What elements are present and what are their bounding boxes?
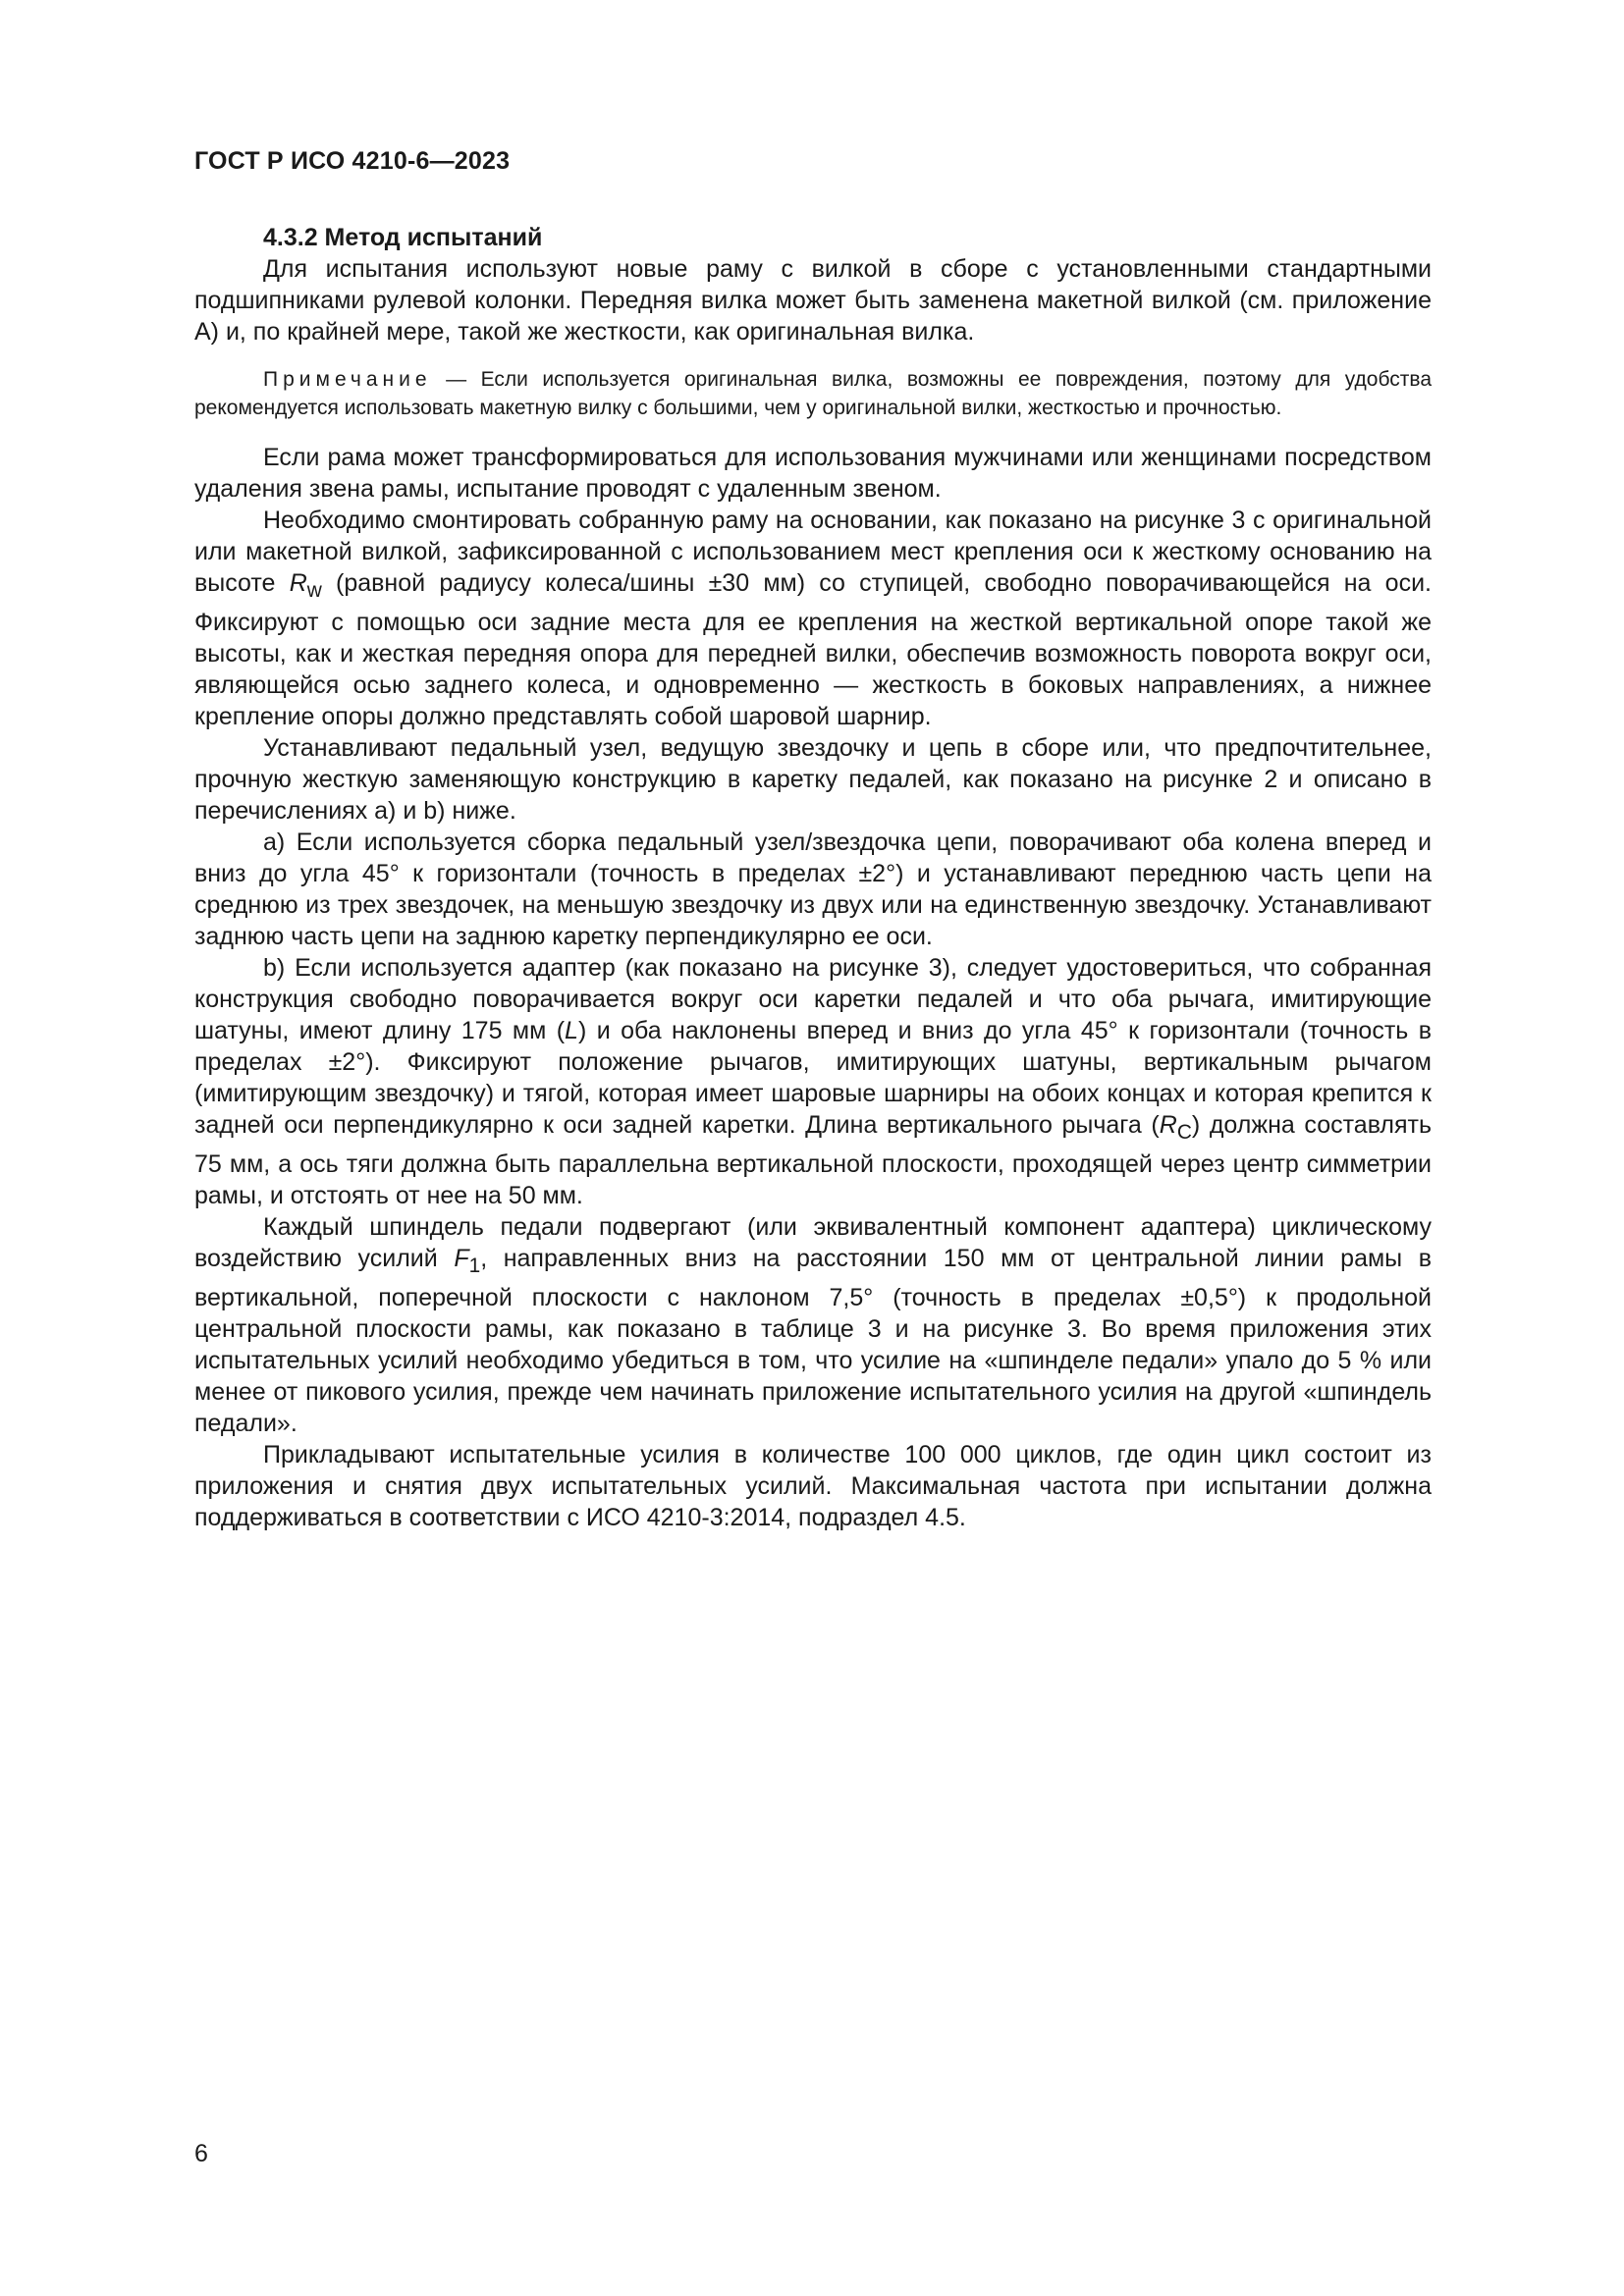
paragraph-1: Для испытания используют новые раму с вилкой в сборе с установленными стандартными подшипниками рулевой колонки. Передняя вилка может быть заменена макетной вилкой (см. приложение А) и, по крайней мере, такой же жесткости, как оригинальная вилка. [194,255,1432,346]
paragraph-6-text-a: b) Если используется адаптер (как показано на рисунке 3), следует удостовериться, что собранная конструкция свободно поворачивается вокруг оси каретки педалей и что оба рычага, имитирующие шатуны, имеют длину 175 мм ( [194,954,1432,1044]
symbol-r: R [289,569,307,597]
page-content [194,222,1432,1533]
paragraph-3-text-a: Необходимо смонтировать собранную раму на основании, как показано на рисунке 3 с оригинальной или макетной вилкой, зафиксированной с использованием мест крепления оси к жесткому основанию на высоте [194,507,1432,597]
symbol-l: L [565,1017,578,1044]
section-title: 4.3.2 Метод испытаний [263,224,543,251]
note-label: Примечание [263,368,432,391]
paragraph-7 [194,1211,1432,1439]
paragraph-7-text-b: , направленных вниз на расстоянии 150 мм от центральной линии рамы в вертикальной, поперечной плоскости с наклоном 7,5° (точность в пределах ±0,5°) к продольной центральной плоскости рамы, как показано в таблице 3 и на рисунке 3. Во время приложения этих испытательных усилий необходимо убедиться в том, что усилие на «шпинделе педали» упало до 5 % или менее от пикового усилия, прежде чем начинать приложение испытательного усилия на другой «шпиндель педали». [194,1245,1432,1437]
paragraph-3 [194,505,1432,732]
page-number: 6 [194,2140,208,2167]
paragraph-2: Если рама может трансформироваться для использования мужчинами или женщинами посредством удаления звена рамы, испытание проводят с удаленным звеном. [194,444,1432,503]
note-text: — Если используется оригинальная вилка, возможны ее повреждения, поэтому для удобства рекомендуется использовать макетную вилку с большими, чем у оригинальной вилки, жесткостью и прочностью. [194,368,1432,419]
paragraph-6-text-b: ) и оба наклонены вперед и вниз до угла 45° к горизонтали (точность в пределах ±2°). Фиксируют положение рычагов, имитирующих шатуны, вертикальным рычагом (имитирующим звездочку) и тягой, которая имеет шаровые шарниры на обоих концах и которая крепится к задней оси перпендикулярно к оси задней каретки. Длина вертикального рычага ( [194,1017,1433,1139]
paragraph-3-text-b: (равной радиусу колеса/шины ±30 мм) со ступицей, свободно поворачивающейся на оси. Фиксируют с помощью оси задние места для ее крепления на жесткой вертикальной опоре такой же высоты, как и жесткая передняя опора для передней вилки, обеспечив возможность поворота вокруг оси, являющейся осью заднего колеса, и одновременно — жесткость в боковых направлениях, а нижнее крепление опоры должно представлять собой шаровой шарнир. [194,569,1432,730]
symbol-rc: R [1159,1111,1177,1139]
note [194,365,1432,422]
symbol-f-subscript: 1 [468,1255,481,1277]
paragraph-7-text-a: Каждый шпиндель педали подвергают (или эквивалентный компонент адаптера) циклическому воздействию усилий [194,1213,1432,1272]
document-header: ГОСТ Р ИСО 4210-6—2023 [194,147,511,175]
symbol-f: F [454,1245,469,1272]
paragraph-6 [194,952,1432,1211]
paragraph-4: Устанавливают педальный узел, ведущую звездочку и цепь в сборе или, что предпочтительнее, прочную жесткую заменяющую конструкцию в каретку педалей, как показано на рисунке 2 и описано в перечислениях а) и b) ниже. [194,734,1432,825]
paragraph-5: а) Если используется сборка педальный узел/звездочка цепи, поворачивают оба колена вперед и вниз до угла 45° к горизонтали (точность в пределах ±2°) и устанавливают переднюю часть цепи на среднюю из трех звездочек, на меньшую звездочку из двух или на единственную звездочку. Устанавливают заднюю часть цепи на заднюю каретку перпендикулярно ее оси. [194,828,1432,950]
paragraph-6-text-c: ) должна составлять 75 мм, а ось тяги должна быть параллельна вертикальной плоскости, проходящей через центр симметрии рамы, и отстоять от нее на 50 мм. [194,1111,1433,1209]
symbol-rc-subscript: C [1176,1121,1192,1144]
symbol-r-subscript: w [306,579,322,602]
paragraph-8: Прикладывают испытательные усилия в количестве 100 000 циклов, где один цикл состоит из приложения и снятия двух испытательных усилий. Максимальная частота при испытании должна поддерживаться в соответствии с ИСО 4210-3:2014, подраздел 4.5. [194,1441,1432,1531]
